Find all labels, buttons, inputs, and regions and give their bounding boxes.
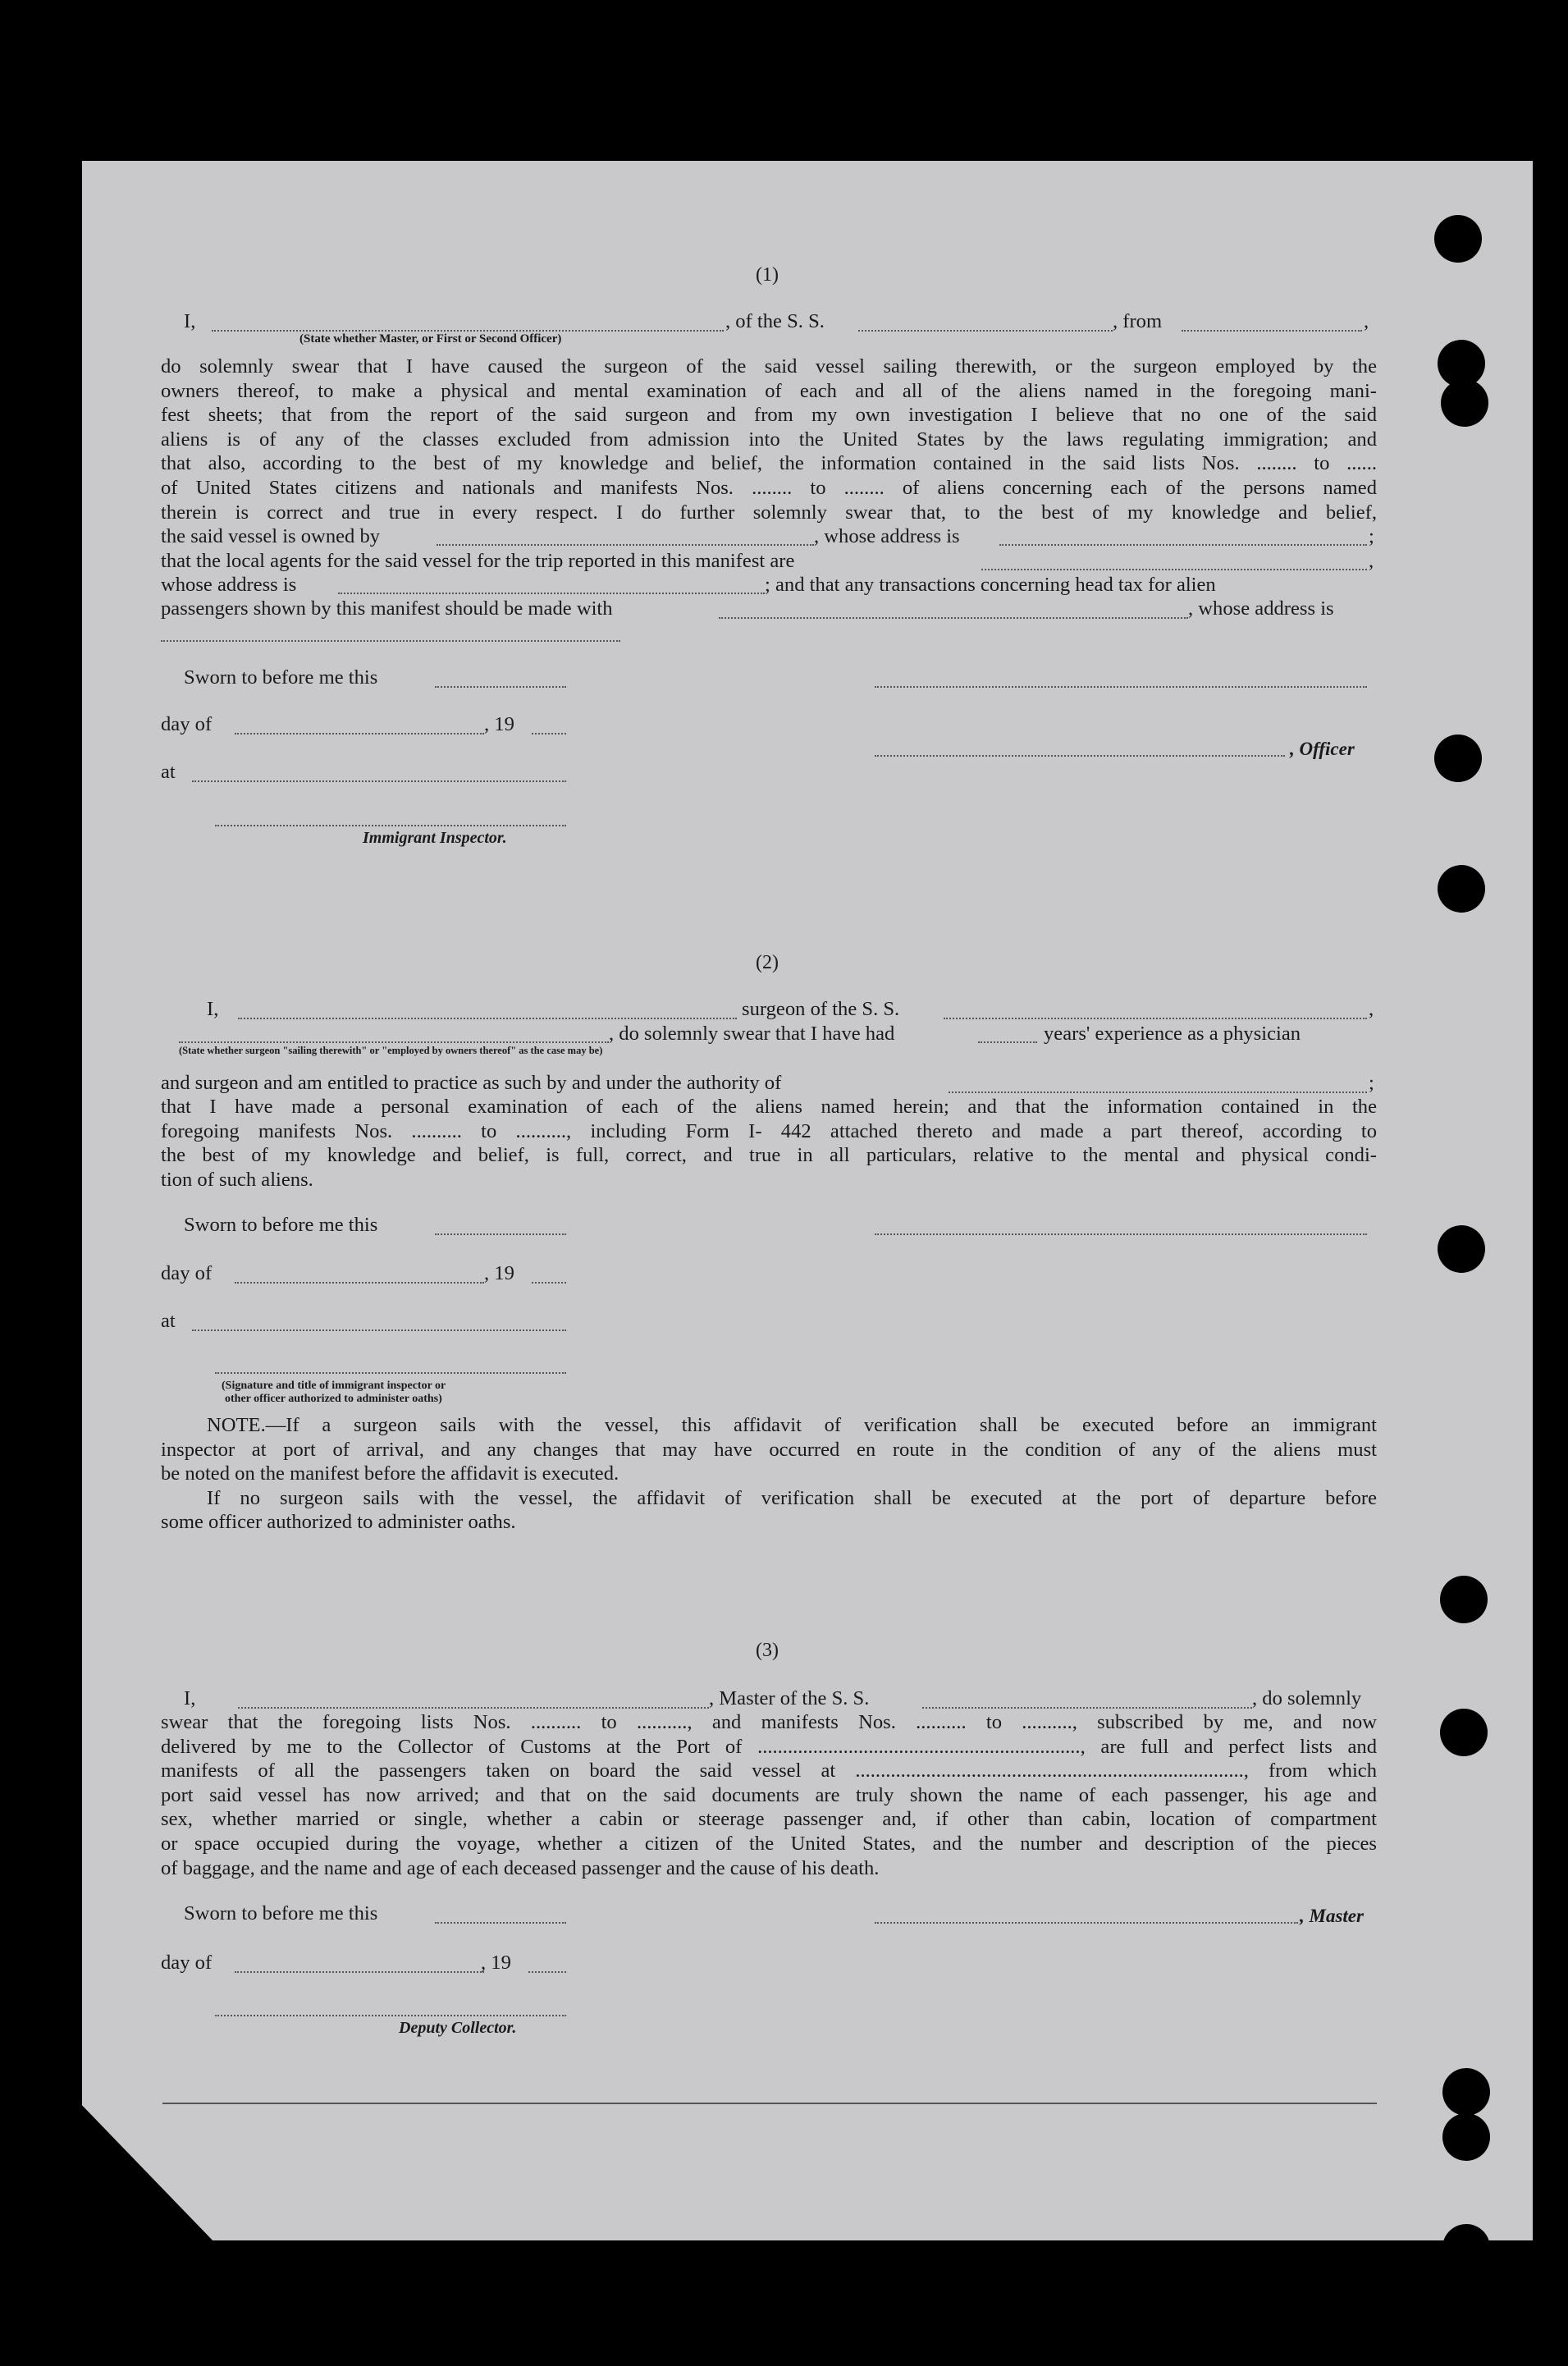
s2-status-field[interactable]: [179, 1041, 609, 1043]
section-1-number: (1): [756, 264, 779, 286]
s2-signature-field[interactable]: [875, 1233, 1367, 1235]
s3-master: , Master: [1300, 1906, 1364, 1926]
s2-at-field[interactable]: [192, 1329, 566, 1331]
s1-signature-field[interactable]: [875, 686, 1367, 688]
s1-day-of: day of: [161, 713, 213, 735]
s1-tax-agent-address: , whose address is: [1188, 597, 1334, 620]
s2-authority: and surgeon and am entitled to practice as such by and under the authority of: [161, 1072, 782, 1094]
s2-authority-field[interactable]: [949, 1091, 1367, 1093]
s1-owner-field[interactable]: [437, 544, 814, 546]
s1-from: , from: [1113, 310, 1163, 332]
bottom-rule: [162, 2103, 1377, 2104]
s1-year-field[interactable]: [532, 733, 566, 735]
binder-hole: [1438, 1225, 1485, 1273]
s1-inspector: Immigrant Inspector.: [363, 829, 507, 847]
binder-hole: [1440, 1576, 1488, 1623]
s3-vessel-field[interactable]: [922, 1707, 1252, 1709]
s1-owner-address: , whose address is: [814, 525, 960, 547]
s2-day-of: day of: [161, 1262, 213, 1284]
s1-year: , 19: [484, 713, 514, 735]
section-3-number: (3): [756, 1640, 779, 1661]
s2-i: I,: [207, 998, 219, 1020]
s3-paragraph: swear that the foregoing lists Nos. .......... to .........., and manifests Nos. .......... to .........., subscribed by me, and now delivered by me to the Collector of Customs at the Port of ................................................................, are full and perfect lists and manifests of all the passengers taken on board the said vessel at ............................................................................., from which port said vessel has now arrived; and that on the said documents are truly shown the name of each passenger, his age and sex, whether married or single, whether a cabin or steerage passenger and, if other than cabin, location of compartment or space occupied during the voyage, whether a citizen of the United States, and the number and description of the pieces of baggage, and the name and age of each deceased passenger and the cause of his death.: [161, 1711, 1377, 1879]
s1-whose-address: whose address is: [161, 574, 297, 596]
s2-signature-note-2: other officer authorized to administer oaths): [225, 1393, 442, 1405]
s2-signature-note-1: (Signature and title of immigrant inspector or: [222, 1380, 446, 1392]
s3-name-field[interactable]: [238, 1707, 709, 1709]
s1-agents: that the local agents for the said vessel for the trip reported in this manifest are: [161, 550, 795, 572]
s2-name-field[interactable]: [238, 1018, 737, 1019]
s2-inspector-field[interactable]: [215, 1372, 566, 1374]
s2-day-field[interactable]: [235, 1282, 484, 1284]
s2-swear: , do solemnly swear that I have had: [609, 1023, 895, 1045]
s2-sworn-field[interactable]: [435, 1233, 566, 1235]
s2-paragraph: that I have made a personal examination of each of the aliens named herein; and that the information contained in the foregoing manifests Nos. .......... to .........., including Form I- 442 attached thereto and made a part thereof, according to the best of my knowledge and belief, is full, correct, and true in all particulars, relative to the mental and physical condi- tion of such aliens.: [161, 1096, 1377, 1191]
s1-name-field[interactable]: [212, 330, 724, 332]
binder-hole: [1438, 865, 1485, 913]
binder-hole: [1442, 2224, 1490, 2272]
s1-from-field[interactable]: [1182, 330, 1362, 332]
s1-of-ss: , of the S. S.: [725, 310, 825, 332]
s1-sworn-field[interactable]: [435, 686, 566, 688]
s1-inspector-field[interactable]: [215, 825, 566, 826]
binder-hole: [1434, 735, 1482, 782]
s3-year-field[interactable]: [528, 1971, 566, 1973]
binder-hole: [1441, 379, 1488, 427]
binder-hole: [1440, 1709, 1488, 1756]
s2-vessel-field[interactable]: [944, 1018, 1367, 1019]
s3-master-field[interactable]: [875, 1922, 1298, 1924]
s1-vessel-field[interactable]: [858, 330, 1113, 332]
s3-sworn-field[interactable]: [435, 1922, 566, 1924]
s2-sworn: Sworn to before me this: [184, 1214, 378, 1236]
s1-at-field[interactable]: [192, 780, 566, 782]
s1-officer: , Officer: [1290, 739, 1355, 759]
s3-collector-field[interactable]: [215, 2015, 566, 2016]
s3-collector: Deputy Collector.: [399, 2019, 517, 2037]
s1-tax-agent-field[interactable]: [719, 617, 1188, 619]
s2-at: at: [161, 1310, 176, 1332]
s1-state-note: (State whether Master, or First or Second Officer): [299, 332, 562, 346]
s1-owned-by: the said vessel is owned by: [161, 525, 381, 547]
s3-solemnly: , do solemnly: [1252, 1687, 1362, 1709]
s1-sworn: Sworn to before me this: [184, 666, 378, 689]
s1-paragraph: do solemnly swear that I have caused the surgeon of the said vessel sailing therewith, or the surgeon employed by the owners thereof, to make a physical and mental examination of each and all of the aliens named in the foregoing mani- fest sheets; that from the report of the said surgeon and from my own investigation I believe that no one of the said aliens is of any of the classes excluded from admission into the United States by the laws regulating immigration; and that also, according to the best of my knowledge and belief, the information contained in the said lists Nos. ........ to ...... of United States citizens and nationals and manifests Nos. ........ to ........ of aliens concerning each of the persons named therein is correct and true in every respect. I do further solemnly swear that, to the best of my knowledge and belief,: [161, 355, 1377, 524]
s1-officer-field[interactable]: [875, 755, 1285, 757]
s1-tax-address-field[interactable]: [161, 640, 620, 642]
s1-day-field[interactable]: [235, 733, 484, 735]
s3-i: I,: [184, 1687, 196, 1709]
s3-sworn: Sworn to before me this: [184, 1902, 378, 1924]
s2-surgeon-of: surgeon of the S. S.: [742, 998, 900, 1020]
s2-years-field[interactable]: [978, 1041, 1037, 1043]
s2-note-paragraph: NOTE.—If a surgeon sails with the vessel, this affidavit of verification shall be executed before an immigrant inspector at port of arrival, and any changes that may have occurred en route in the condition of any of the aliens must be noted on the manifest before the affidavit is executed. If no surgeon sails with the vessel, the affidavit of verification shall be executed at the port of departure before some officer authorized to administer oaths.: [161, 1414, 1377, 1534]
s2-year: , 19: [484, 1262, 514, 1284]
s1-head-tax: ; and that any transactions concerning head tax for alien: [765, 574, 1216, 596]
s1-agents-address-field[interactable]: [338, 593, 765, 594]
s1-owner-address-field[interactable]: [999, 544, 1367, 546]
s1-i: I,: [184, 310, 196, 332]
s3-day-of: day of: [161, 1952, 213, 1974]
s1-at: at: [161, 761, 176, 783]
s3-day-field[interactable]: [235, 1971, 484, 1973]
s1-passengers: passengers shown by this manifest should be made with: [161, 597, 613, 620]
s2-experience: years' experience as a physician: [1044, 1023, 1301, 1045]
s2-year-field[interactable]: [532, 1282, 566, 1284]
s3-master-of: , Master of the S. S.: [709, 1687, 870, 1709]
s1-agents-field[interactable]: [981, 569, 1367, 570]
binder-hole: [1442, 2068, 1490, 2116]
s1-comma: ,: [1364, 310, 1369, 332]
s3-year: , 19: [481, 1952, 511, 1974]
s2-state-note: (State whether surgeon "sailing therewith" or "employed by owners thereof" as the case may be): [179, 1045, 603, 1056]
binder-hole: [1434, 215, 1482, 263]
binder-hole: [1442, 2113, 1490, 2161]
section-2-number: (2): [756, 952, 779, 973]
